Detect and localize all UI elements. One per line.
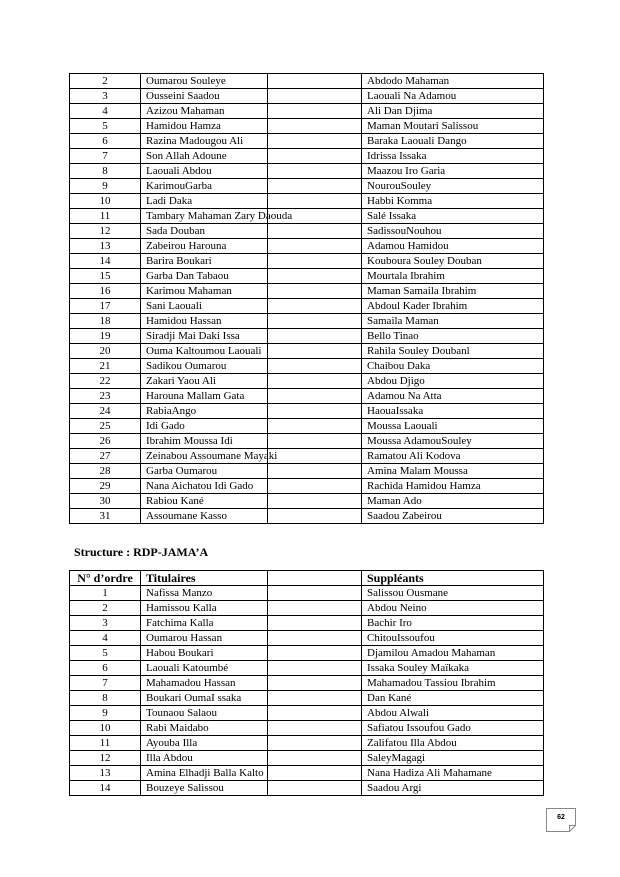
header-suppleants: Suppléants	[362, 571, 544, 586]
cell-suppleant: Nana Hadiza Ali Mahamane	[362, 766, 544, 781]
cell-empty	[268, 374, 362, 389]
cell-order: 13	[70, 766, 141, 781]
cell-titulaire: Karimou Mahaman	[141, 284, 268, 299]
cell-titulaire: Oumarou Souleye	[141, 74, 268, 89]
cell-order: 10	[70, 721, 141, 736]
cell-order: 13	[70, 239, 141, 254]
cell-empty	[268, 601, 362, 616]
cell-titulaire: Assoumane Kasso	[141, 509, 268, 524]
cell-suppleant: HaouaIssaka	[362, 404, 544, 419]
table-row	[70, 359, 544, 374]
cell-order: 20	[70, 344, 141, 359]
cell-empty	[268, 449, 362, 464]
cell-order: 6	[70, 661, 141, 676]
cell-empty	[268, 661, 362, 676]
table-row	[70, 601, 544, 616]
cell-suppleant: Kouboura Souley Douban	[362, 254, 544, 269]
cell-titulaire: Zeinabou Assoumane Mayaki	[141, 449, 268, 464]
cell-titulaire: Bouzeye Salissou	[141, 781, 268, 796]
cell-suppleant: Salé Issaka	[362, 209, 544, 224]
cell-empty	[268, 434, 362, 449]
cell-suppleant: Djamilou Amadou Mahaman	[362, 646, 544, 661]
cell-order: 7	[70, 149, 141, 164]
cell-empty	[268, 194, 362, 209]
cell-titulaire: Ousseini Saadou	[141, 89, 268, 104]
table-row	[70, 374, 544, 389]
cell-suppleant: Safiatou Issoufou Gado	[362, 721, 544, 736]
cell-titulaire: Harouna Mallam Gata	[141, 389, 268, 404]
cell-order: 15	[70, 269, 141, 284]
cell-empty	[268, 359, 362, 374]
table-row	[70, 164, 544, 179]
table-row	[70, 449, 544, 464]
table-row	[70, 299, 544, 314]
cell-empty	[268, 646, 362, 661]
header-empty	[268, 571, 362, 586]
table-row	[70, 254, 544, 269]
cell-empty	[268, 119, 362, 134]
cell-titulaire: RabiaAngo	[141, 404, 268, 419]
cell-titulaire: Mahamadou Hassan	[141, 676, 268, 691]
table-row	[70, 781, 544, 796]
cell-suppleant: Ali Dan Djima	[362, 104, 544, 119]
table-row	[70, 691, 544, 706]
cell-suppleant: Adamou Na Atta	[362, 389, 544, 404]
cell-empty	[268, 404, 362, 419]
members-table-1	[69, 73, 544, 524]
cell-suppleant: Zalifatou Illa Abdou	[362, 736, 544, 751]
cell-empty	[268, 419, 362, 434]
cell-suppleant: Abdou Djigo	[362, 374, 544, 389]
section-heading: Structure : RDP-JAMA’A	[74, 545, 209, 559]
cell-suppleant: Moussa Laouali	[362, 419, 544, 434]
cell-suppleant: Dan Kané	[362, 691, 544, 706]
cell-suppleant: Maman Samaila Ibrahim	[362, 284, 544, 299]
cell-suppleant: Idrissa Issaka	[362, 149, 544, 164]
cell-order: 2	[70, 74, 141, 89]
cell-empty	[268, 74, 362, 89]
cell-suppleant: Rachida Hamidou Hamza	[362, 479, 544, 494]
cell-suppleant: Abdou Neino	[362, 601, 544, 616]
table-row	[70, 314, 544, 329]
cell-empty	[268, 134, 362, 149]
cell-empty	[268, 149, 362, 164]
cell-empty	[268, 494, 362, 509]
table-row	[70, 766, 544, 781]
cell-order: 8	[70, 691, 141, 706]
table-row	[70, 586, 544, 601]
cell-titulaire: Garba Oumarou	[141, 464, 268, 479]
cell-suppleant: Mourtala Ibrahim	[362, 269, 544, 284]
cell-order: 25	[70, 419, 141, 434]
members-table-2-body	[70, 586, 544, 796]
cell-titulaire: Son Allah Adoune	[141, 149, 268, 164]
cell-suppleant: Baraka Laouali Dango	[362, 134, 544, 149]
cell-order: 12	[70, 224, 141, 239]
cell-empty	[268, 284, 362, 299]
cell-empty	[268, 691, 362, 706]
cell-suppleant: Saadou Argi	[362, 781, 544, 796]
table-row	[70, 194, 544, 209]
header-order: N° d’ordre	[70, 571, 141, 586]
table-row	[70, 509, 544, 524]
page-number-badge	[546, 808, 576, 832]
cell-order: 28	[70, 464, 141, 479]
cell-order: 6	[70, 134, 141, 149]
cell-empty	[268, 736, 362, 751]
table-row	[70, 676, 544, 691]
cell-titulaire: Hamissou Kalla	[141, 601, 268, 616]
table-row	[70, 646, 544, 661]
table-row	[70, 239, 544, 254]
cell-suppleant: SadissouNouhou	[362, 224, 544, 239]
cell-empty	[268, 631, 362, 646]
cell-order: 24	[70, 404, 141, 419]
cell-suppleant: Maman Moutari Salissou	[362, 119, 544, 134]
cell-titulaire: Tounaou Salaou	[141, 706, 268, 721]
table-row	[70, 736, 544, 751]
table-row	[70, 74, 544, 89]
cell-empty	[268, 269, 362, 284]
cell-order: 7	[70, 676, 141, 691]
table-row	[70, 89, 544, 104]
table-row	[70, 149, 544, 164]
page-number: 62	[557, 814, 565, 821]
table-row	[70, 329, 544, 344]
cell-empty	[268, 224, 362, 239]
table-row	[70, 494, 544, 509]
cell-titulaire: Laouali Katoumbé	[141, 661, 268, 676]
cell-titulaire: Fatchima Kalla	[141, 616, 268, 631]
cell-order: 19	[70, 329, 141, 344]
cell-empty	[268, 676, 362, 691]
table-row	[70, 179, 544, 194]
cell-titulaire: Habou Boukari	[141, 646, 268, 661]
table-row	[70, 404, 544, 419]
cell-order: 2	[70, 601, 141, 616]
cell-titulaire: Sadikou Oumarou	[141, 359, 268, 374]
cell-order: 4	[70, 104, 141, 119]
cell-empty	[268, 766, 362, 781]
cell-suppleant: Rahila Souley Doubanl	[362, 344, 544, 359]
cell-empty	[268, 239, 362, 254]
cell-suppleant: Amina Malam Moussa	[362, 464, 544, 479]
cell-order: 14	[70, 254, 141, 269]
cell-titulaire: KarimouGarba	[141, 179, 268, 194]
cell-suppleant: Salissou Ousmane	[362, 586, 544, 601]
cell-empty	[268, 329, 362, 344]
table-row	[70, 284, 544, 299]
cell-order: 9	[70, 179, 141, 194]
cell-order: 26	[70, 434, 141, 449]
cell-order: 17	[70, 299, 141, 314]
cell-suppleant: ChitouIssoufou	[362, 631, 544, 646]
cell-suppleant: Chaibou Daka	[362, 359, 544, 374]
cell-empty	[268, 464, 362, 479]
cell-order: 31	[70, 509, 141, 524]
table-row	[70, 104, 544, 119]
table-row	[70, 479, 544, 494]
cell-order: 30	[70, 494, 141, 509]
table-row	[70, 464, 544, 479]
cell-titulaire: Tambary Mahaman Zary Daouda	[141, 209, 268, 224]
cell-titulaire: Garba Dan Tabaou	[141, 269, 268, 284]
table-row	[70, 134, 544, 149]
cell-titulaire: Idi Gado	[141, 419, 268, 434]
cell-order: 1	[70, 586, 141, 601]
table-row	[70, 419, 544, 434]
cell-suppleant: Abdou Alwali	[362, 706, 544, 721]
cell-suppleant: Mahamadou Tassiou Ibrahim	[362, 676, 544, 691]
cell-suppleant: Maman Ado	[362, 494, 544, 509]
cell-empty	[268, 586, 362, 601]
cell-titulaire: Siradji Mai Daki Issa	[141, 329, 268, 344]
cell-titulaire: Amina Elhadji Balla Kalto	[141, 766, 268, 781]
cell-suppleant: Ramatou Ali Kodova	[362, 449, 544, 464]
cell-order: 18	[70, 314, 141, 329]
cell-order: 8	[70, 164, 141, 179]
cell-suppleant: Maazou Iro Garia	[362, 164, 544, 179]
table-row	[70, 269, 544, 284]
cell-empty	[268, 509, 362, 524]
cell-order: 14	[70, 781, 141, 796]
cell-empty	[268, 179, 362, 194]
table-row	[70, 209, 544, 224]
cell-suppleant: Adamou Hamidou	[362, 239, 544, 254]
table-row	[70, 631, 544, 646]
cell-suppleant: Abdodo Mahaman	[362, 74, 544, 89]
cell-titulaire: Sani Laouali	[141, 299, 268, 314]
cell-order: 5	[70, 119, 141, 134]
cell-titulaire: Barira Boukari	[141, 254, 268, 269]
cell-titulaire: Sada Douban	[141, 224, 268, 239]
cell-titulaire: Zakari Yaou Ali	[141, 374, 268, 389]
cell-order: 3	[70, 89, 141, 104]
cell-suppleant: Samaila Maman	[362, 314, 544, 329]
cell-empty	[268, 104, 362, 119]
cell-suppleant: SaleyMagagi	[362, 751, 544, 766]
cell-empty	[268, 164, 362, 179]
cell-order: 11	[70, 736, 141, 751]
table-row	[70, 616, 544, 631]
cell-order: 11	[70, 209, 141, 224]
table-row	[70, 119, 544, 134]
cell-titulaire: Ladi Daka	[141, 194, 268, 209]
cell-order: 3	[70, 616, 141, 631]
cell-order: 12	[70, 751, 141, 766]
cell-titulaire: Nafissa Manzo	[141, 586, 268, 601]
cell-order: 9	[70, 706, 141, 721]
cell-empty	[268, 389, 362, 404]
cell-empty	[268, 751, 362, 766]
cell-suppleant: Issaka Souley Maïkaka	[362, 661, 544, 676]
cell-empty	[268, 254, 362, 269]
table-row	[70, 434, 544, 449]
cell-empty	[268, 781, 362, 796]
cell-titulaire: Rabi Maidabo	[141, 721, 268, 736]
cell-order: 23	[70, 389, 141, 404]
members-table-1-body	[70, 74, 544, 524]
cell-empty	[268, 706, 362, 721]
cell-titulaire: Nana Aichatou Idi Gado	[141, 479, 268, 494]
cell-suppleant: Moussa AdamouSouley	[362, 434, 544, 449]
cell-suppleant: NourouSouley	[362, 179, 544, 194]
cell-suppleant: Laouali Na Adamou	[362, 89, 544, 104]
table-row	[70, 344, 544, 359]
cell-empty	[268, 616, 362, 631]
table-row	[70, 721, 544, 736]
cell-titulaire: Hamidou Hassan	[141, 314, 268, 329]
cell-titulaire: Laouali Abdou	[141, 164, 268, 179]
table-row	[70, 224, 544, 239]
table-row	[70, 661, 544, 676]
header-titulaires: Titulaires	[141, 571, 268, 586]
cell-suppleant: Habbi Komma	[362, 194, 544, 209]
table-header-row	[70, 571, 544, 586]
table-row	[70, 706, 544, 721]
cell-order: 27	[70, 449, 141, 464]
table-row	[70, 751, 544, 766]
cell-order: 5	[70, 646, 141, 661]
cell-titulaire: Hamidou Hamza	[141, 119, 268, 134]
cell-empty	[268, 314, 362, 329]
cell-empty	[268, 344, 362, 359]
cell-empty	[268, 89, 362, 104]
table-row	[70, 389, 544, 404]
cell-suppleant: Bello Tinao	[362, 329, 544, 344]
cell-order: 16	[70, 284, 141, 299]
cell-suppleant: Bachir Iro	[362, 616, 544, 631]
cell-empty	[268, 299, 362, 314]
cell-order: 22	[70, 374, 141, 389]
cell-titulaire: Rabiou Kané	[141, 494, 268, 509]
cell-suppleant: Saadou Zabeirou	[362, 509, 544, 524]
cell-order: 21	[70, 359, 141, 374]
cell-empty	[268, 479, 362, 494]
cell-titulaire: Boukari OumaI ssaka	[141, 691, 268, 706]
cell-titulaire: Ayouba Illa	[141, 736, 268, 751]
cell-titulaire: Illa Abdou	[141, 751, 268, 766]
cell-empty	[268, 721, 362, 736]
cell-suppleant: Abdoul Kader Ibrahim	[362, 299, 544, 314]
cell-order: 10	[70, 194, 141, 209]
cell-titulaire: Oumarou Hassan	[141, 631, 268, 646]
cell-titulaire: Razina Madougou Ali	[141, 134, 268, 149]
members-table-2	[69, 570, 544, 796]
cell-titulaire: Zabeirou Harouna	[141, 239, 268, 254]
cell-titulaire: Azizou Mahaman	[141, 104, 268, 119]
cell-titulaire: Ouma Kaltoumou Laouali	[141, 344, 268, 359]
cell-titulaire: Ibrahim Moussa Idi	[141, 434, 268, 449]
cell-order: 4	[70, 631, 141, 646]
cell-order: 29	[70, 479, 141, 494]
